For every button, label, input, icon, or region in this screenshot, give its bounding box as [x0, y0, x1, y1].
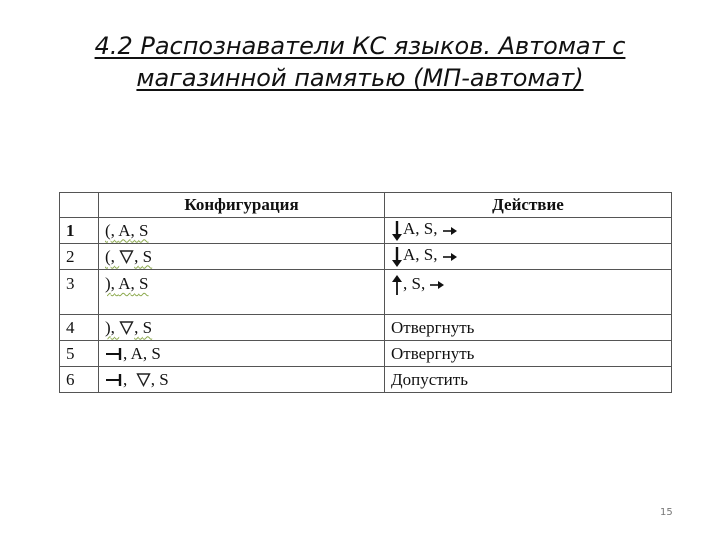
action-text: , S,: [403, 274, 426, 293]
header-number: [60, 193, 99, 218]
action-cell: [385, 244, 672, 270]
table-header-row: [60, 193, 672, 218]
config-cell: , , S: [99, 367, 385, 393]
config-cell: [99, 244, 385, 270]
action-cell: Отвергнуть: [385, 315, 672, 341]
action-cell: Отвергнуть: [385, 341, 672, 367]
nabla-icon: [136, 372, 151, 387]
row-number: 3: [60, 270, 99, 315]
row-number: 5: [60, 341, 99, 367]
table-row: [60, 315, 672, 341]
action-cell: [385, 270, 672, 315]
action-cell: [385, 218, 672, 244]
row-number: 6: [60, 367, 99, 393]
action-text: A, S,: [403, 245, 438, 265]
action-text: A, S,: [403, 219, 438, 239]
config-expression: ), , S: [105, 317, 153, 337]
table-row: [60, 218, 672, 244]
config-cell: [99, 218, 385, 244]
config-expression: ), A, S: [105, 274, 149, 293]
up-arrow-icon: [391, 274, 403, 296]
config-cell: [99, 270, 385, 315]
table-row: [60, 341, 672, 367]
down-arrow-icon: [391, 220, 403, 242]
row-number: 2: [60, 244, 99, 270]
config-cell: [99, 315, 385, 341]
configuration-table: [59, 192, 672, 393]
action-cell: Допустить: [385, 367, 672, 393]
right-arrow-icon: [429, 279, 445, 291]
row-number: 4: [60, 315, 99, 341]
nabla-icon: [119, 320, 134, 335]
nabla-icon: [119, 249, 134, 264]
header-action: Действие: [385, 193, 672, 218]
table-row: [60, 244, 672, 270]
page-number: 15: [660, 507, 673, 518]
right-arrow-icon: [442, 225, 458, 237]
slide-title: 4.2 Распознаватели КС языков. Автомат с магазинной памятью (МП-автомат): [94, 32, 626, 92]
right-arrow-icon: [442, 251, 458, 263]
header-configuration: Конфигурация: [99, 193, 385, 218]
down-arrow-icon: [391, 246, 403, 268]
config-cell: , A, S: [99, 341, 385, 367]
table-row: [60, 270, 672, 315]
row-number: 1: [60, 218, 99, 244]
config-expression: (, , S: [105, 246, 153, 266]
end-marker-icon: [105, 347, 123, 361]
config-expression: (, A, S: [105, 220, 149, 240]
table-row: [60, 367, 672, 393]
end-marker-icon: [105, 373, 123, 387]
